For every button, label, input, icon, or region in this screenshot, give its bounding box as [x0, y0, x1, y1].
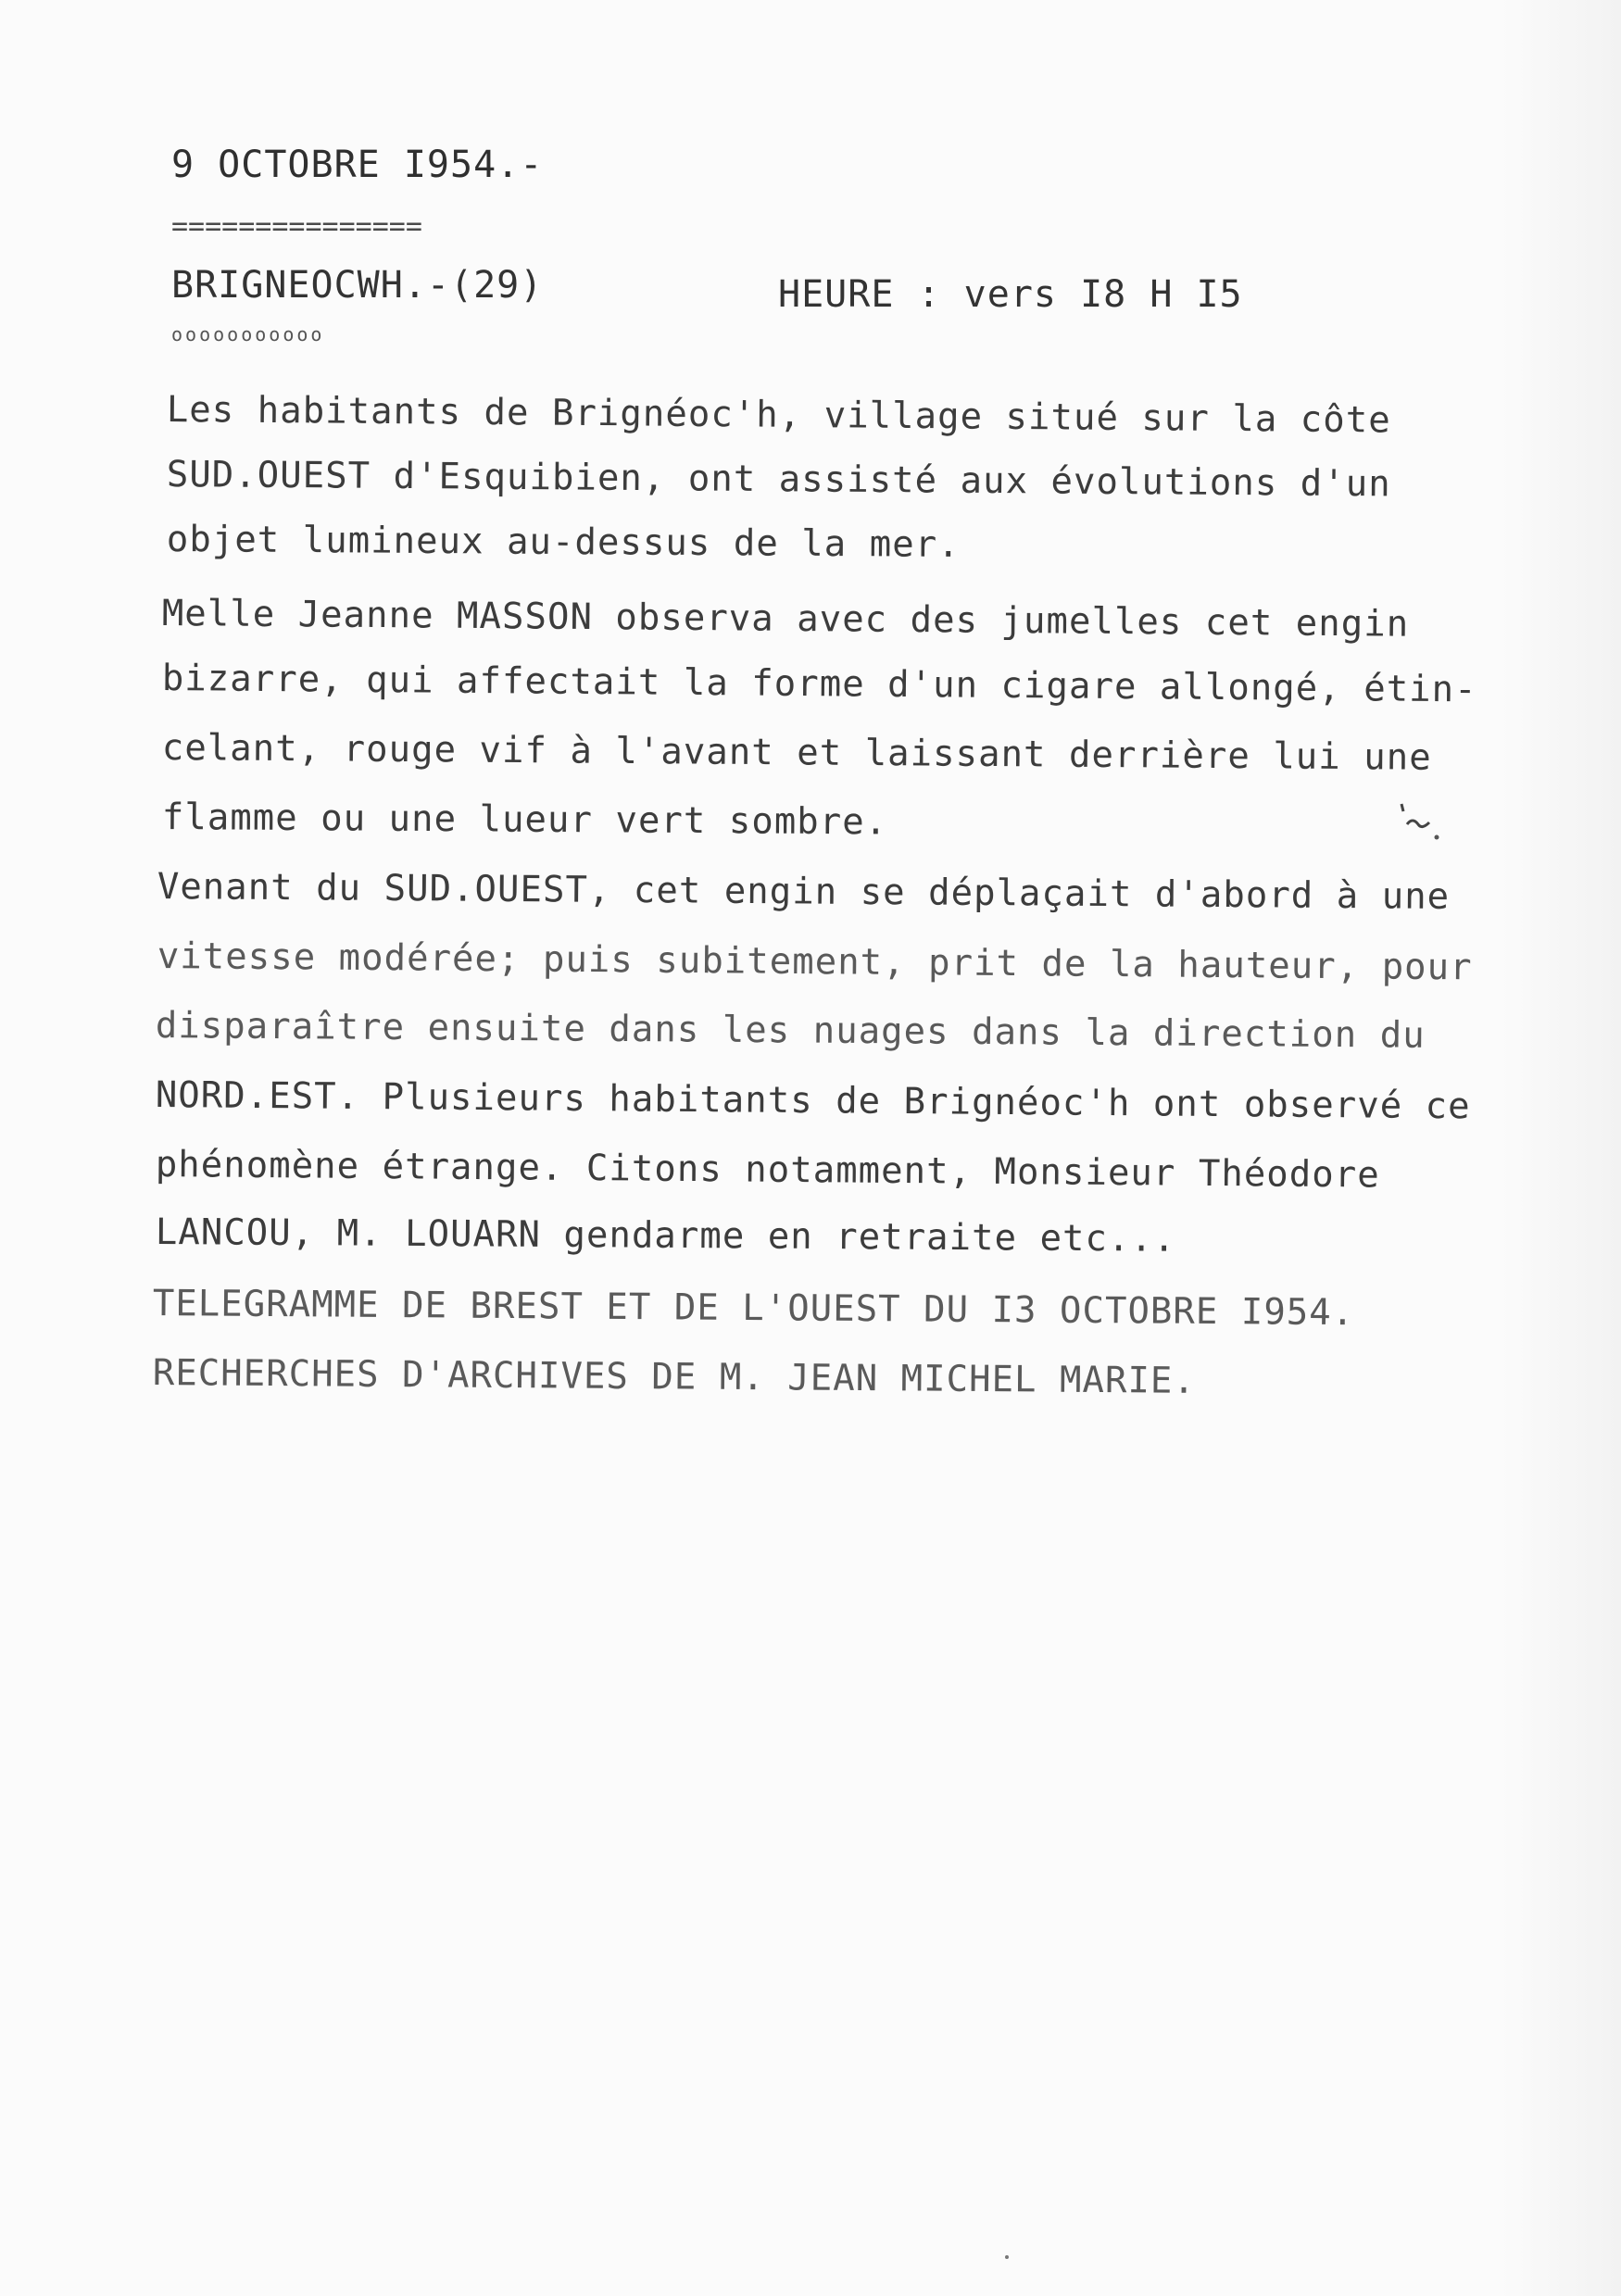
report-date: 9 OCTOBRE I954.- — [171, 144, 544, 186]
body-line-1: Les habitants de Brignéoc'h, village situé sur la côte — [166, 389, 1391, 442]
body-line-4: Melle Jeanne MASSON observa avec des jumelles cet engin — [161, 593, 1410, 646]
body-line-11: NORD.EST. Plusieurs habitants de Brignéoc'h ont observé ce — [155, 1074, 1471, 1128]
body-line-8: Venant du SUD.OUEST, cet engin se déplaçait d'abord à une — [157, 866, 1451, 918]
place-underline: ooooooooooo — [171, 323, 325, 345]
body-line-9: vitesse modérée; puis subitement, prit de la hauteur, pour — [157, 935, 1473, 989]
source-line: TELEGRAMME DE BREST ET DE L'OUEST DU I3 OCTOBRE I954. — [152, 1283, 1355, 1335]
report-place: BRIGNEOCWH.-(29) — [171, 264, 544, 307]
date-underline: =============== — [171, 210, 422, 243]
body-line-3: objet lumineux au-dessus de la mer. — [166, 519, 961, 566]
paper-edge-shading — [1501, 0, 1621, 2296]
report-time: HEURE : vers I8 H I5 — [778, 273, 1243, 316]
ink-mark-icon — [1394, 797, 1450, 852]
body-line-7: flamme ou une lueur vert sombre. — [161, 797, 888, 844]
body-line-10: disparaître ensuite dans les nuages dans la direction du — [155, 1005, 1426, 1057]
body-line-13: LANCOU, M. LOUARN gendarme en retraite etc... — [155, 1211, 1176, 1261]
body-line-6: celant, rouge vif à l'avant et laissant derrière lui une — [161, 727, 1432, 779]
body-line-2: SUD.OUEST d'Esquibien, ont assisté aux évolutions d'un — [166, 454, 1391, 506]
paper-speck — [1005, 2255, 1009, 2259]
body-line-12: phénomène étrange. Citons notamment, Monsieur Théodore — [155, 1144, 1380, 1197]
body-line-5: bizarre, qui affectait la forme d'un cigare allongé, étin- — [161, 658, 1477, 711]
research-credit-line: RECHERCHES D'ARCHIVES DE M. JEAN MICHEL MARIE. — [152, 1352, 1197, 1402]
